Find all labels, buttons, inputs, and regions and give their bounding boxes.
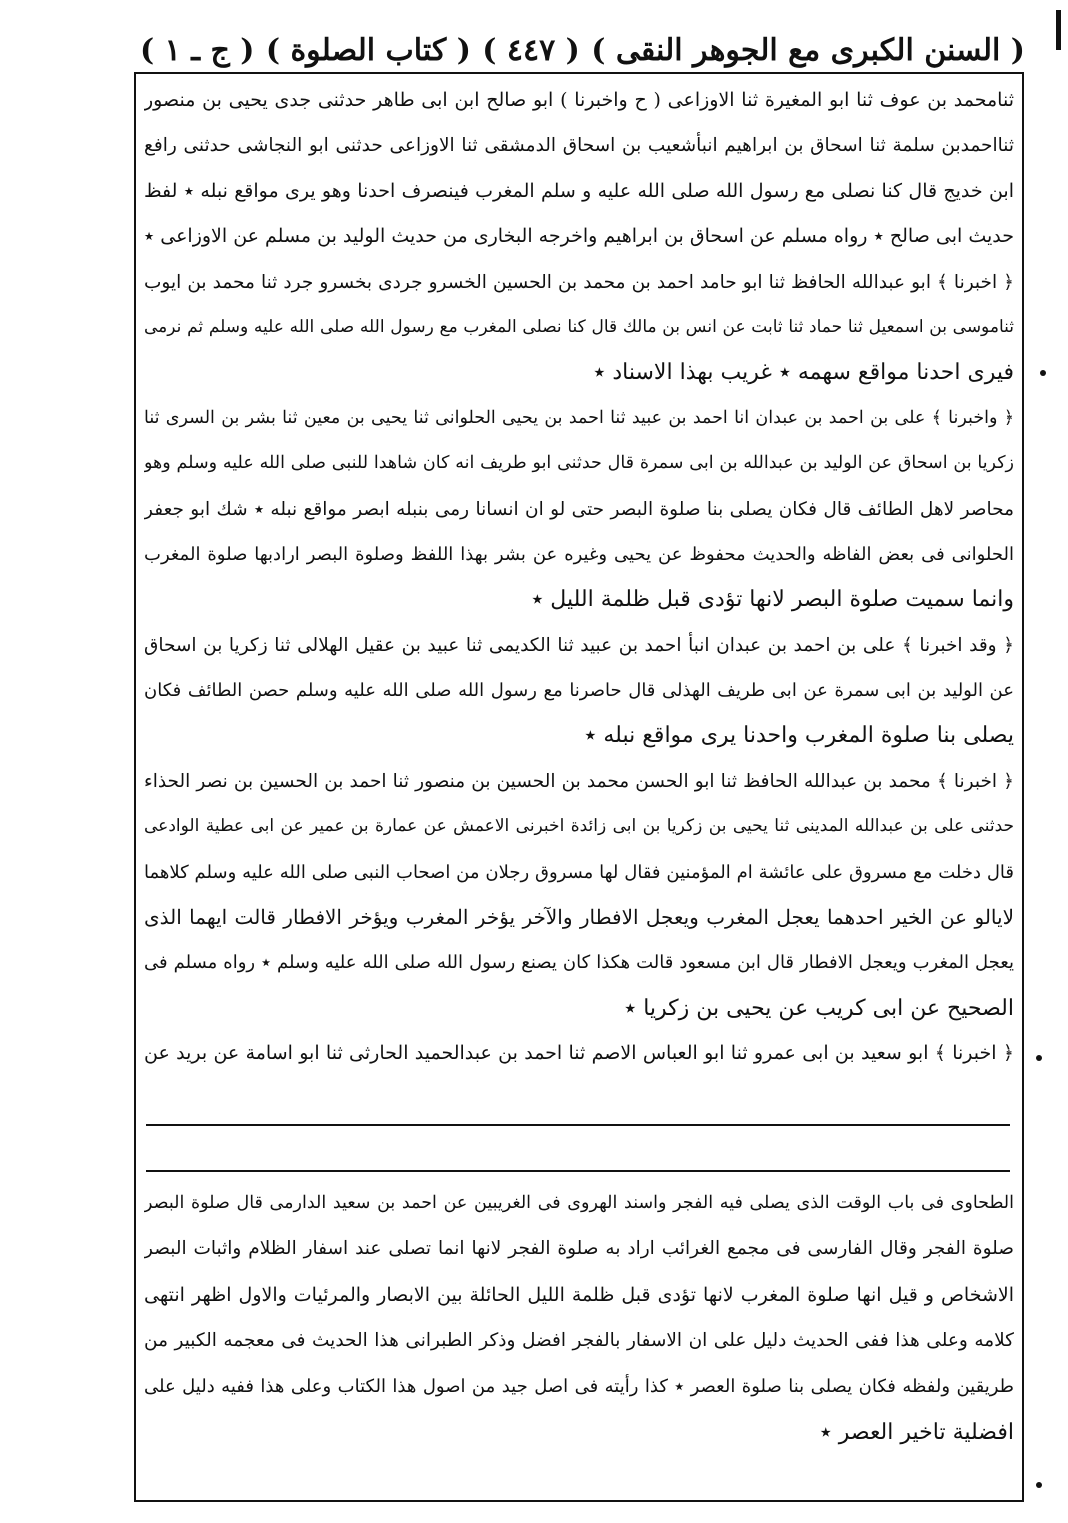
footnote-line: صلوة الفجر وقال الفارسى فى مجمع الغرائب اراد به صلوة الفجر لانها انما تصلى عند اسفار الظلام واثبات البصر [144, 1238, 1014, 1259]
margin-dot [1036, 1055, 1042, 1061]
text-line: لايالو عن الخير احدهما يعجل المغرب ويعجل الافطار والآخر يؤخر المغرب ويؤخر الافطار قالت ايهما الذى [144, 905, 1014, 930]
text-line: ثناموسى بن اسمعيل ثنا حماد ثنا ثابت عن انس بن مالك قال كنا نصلى المغرب مع رسول الله صلى الله عليه وسلم ثم نرمى [144, 316, 1014, 337]
main-text [144, 78, 1014, 1103]
margin-dot [1040, 370, 1046, 376]
text-line: حديث ابى صالح ٭ رواه مسلم عن اسحاق بن ابراهيم واخرجه البخارى من حديث الوليد بن مسلم عن الاوزاعى ٭ [144, 225, 1014, 248]
footnote-line: الطحاوى فى باب الوقت الذى يصلى فيه الفجر واسند الهروى فى الغريبين عن احمد بن سعيد الدارمى قال صلوة البصر [144, 1193, 1014, 1213]
footnote-text [144, 1180, 1014, 1500]
text-line: محاصر لاهل الطائف قال فكان يصلى بنا صلوة البصر حتى لو ان انسانا رمى بنبله ابصر مواقع نبله ٭ شك ابو جعفر [144, 498, 1014, 520]
text-line: ثنااحمدبن سلمة ثنا اسحاق بن ابراهيم انبأشعيب بن اسحاق الدمشقى ثنا الاوزاعى حدثنى ابو النجاشى حدثنى رافع [144, 135, 1014, 157]
text-line: ﴿ وقد اخبرنا ﴾ على بن احمد بن عبدان انبأ احمد بن عبيد ثنا الكديمى ثنا عبيد بن عقيل الهلالى ثنا زكريا بن اسحاق [144, 634, 1014, 656]
page-number: ( ٤٤٧ ) [482, 32, 580, 68]
book-title: ( السنن الكبرى مع الجوهر النقى ) [591, 32, 1025, 68]
text-line: حدثنى على بن عبدالله المدينى ثنا يحيى بن زكريا بن ابى زائدة اخبرنى الاعمش عن عمارة بن عمير عن ابى عطية الوادعى [144, 816, 1014, 837]
text-line: الصحيح عن ابى كريب عن يحيى بن زكريا ٭ [624, 995, 1014, 1021]
text-line: ابن خديج قال كنا نصلى مع رسول الله صلى الله عليه و سلم المغرب فينصرف احدنا وهو يرى مواقع نبله ٭ لفظ [144, 179, 1014, 202]
text-line: يعجل المغرب ويعجل الافطار قال ابن مسعود قالت هكذا كان يصنع رسول الله صلى الله عليه وسلم ٭ رواه مسلم فى [144, 952, 1014, 974]
text-line: وانما سميت صلوة البصر لانها تؤدى قبل ظلمة الليل ٭ [531, 587, 1014, 613]
text-line: ﴿ اخبرنا ﴾ محمد بن عبدالله الحافظ ثنا ابو الحسن محمد بن الحسين بن منصور ثنا احمد بن الحسين بن نصر الحذاء [144, 770, 1014, 792]
text-line: ثنامحمد بن عوف ثنا ابو المغيرة ثنا الاوزاعى ( ح واخبرنا ) ابو صالح ابن ابى طاهر حدثنى جدى يحيى بن منصور [144, 89, 1014, 111]
text-line: فيرى احدنا مواقع سهمه ٭ غريب بهذا الاسناد ٭ [593, 360, 1014, 386]
edge-mark [1056, 10, 1061, 50]
text-line: يصلى بنا صلوة المغرب واحدنا يرى مواقع نبله ٭ [584, 723, 1014, 749]
divider [146, 1170, 1010, 1172]
text-line: زكريا بن اسحاق عن الوليد بن عبدالله بن ابى سمرة قال حدثنى ابو طريف انه كان شاهدا للنبى صلى الله عليه وسلم وهو [144, 453, 1014, 474]
text-line: الحلوانى فى بعض الفاظه والحديث محفوظ عن يحيى وغيره عن بشر بهذا اللفظ وصلوة البصر ارادبها صلوة المغرب [144, 543, 1014, 565]
divider [146, 1124, 1010, 1126]
text-line: ﴿ واخبرنا ﴾ على بن احمد بن عبدان انا احمد بن عبيد ثنا احمد بن يحيى الحلوانى ثنا يحيى بن معين ثنا بشر بن السرى ثنا [144, 407, 1014, 428]
page-header [140, 28, 1025, 72]
volume-number: ( ج ـ ١ ) [140, 32, 255, 68]
text-line: ﴿ اخبرنا ﴾ ابو عبدالله الحافظ ثنا ابو حامد احمد بن محمد بن الحسين الخسرو جردى بخسرو جرد ثنا محمد بن ايوب [144, 271, 1014, 293]
footnote-line: طريقين ولفظه فكان يصلى بنا صلوة العصر ٭ كذا رأيته فى اصل جيد من اصول هذا الكتاب وعلى هذا ففيه دليل على [144, 1376, 1014, 1397]
footnote-line: افضلية تاخير العصر ٭ [819, 1420, 1014, 1445]
margin-dot [1036, 1482, 1042, 1488]
text-line: قال دخلت مع مسروق على عائشة ام المؤمنين فقال لها مسروق رجلان من اصحاب النبى صلى الله عليه وسلم كلاهما [144, 861, 1014, 883]
footnote-line: الاشخاص و قيل انها صلوة المغرب لانها تؤدى قبل ظلمة الليل الحائلة بين الابصار والمرئيات والاول اظهر انتهى [144, 1284, 1014, 1306]
footnote-line: كلامه وعلى هذا ففى الحديث دليل على ان الاسفار بالفجر افضل وذكر الطبرانى هذا الحديث فى معجمه الكبير من [144, 1330, 1014, 1351]
text-line: عن الوليد بن ابى سمرة عن ابى طريف الهذلى قال حاصرنا مع رسول الله صلى الله عليه وسلم حصن الطائف فكان [144, 680, 1014, 702]
text-line: ﴿ اخبرنا ﴾ ابو سعيد بن ابى عمرو ثنا ابو العباس الاصم ثنا احمد بن عبدالحميد الحارثى ثنا ابو اسامة عن بريد عن [144, 1042, 1014, 1065]
chapter-title: ( كتاب الصلوة ) [265, 32, 471, 68]
